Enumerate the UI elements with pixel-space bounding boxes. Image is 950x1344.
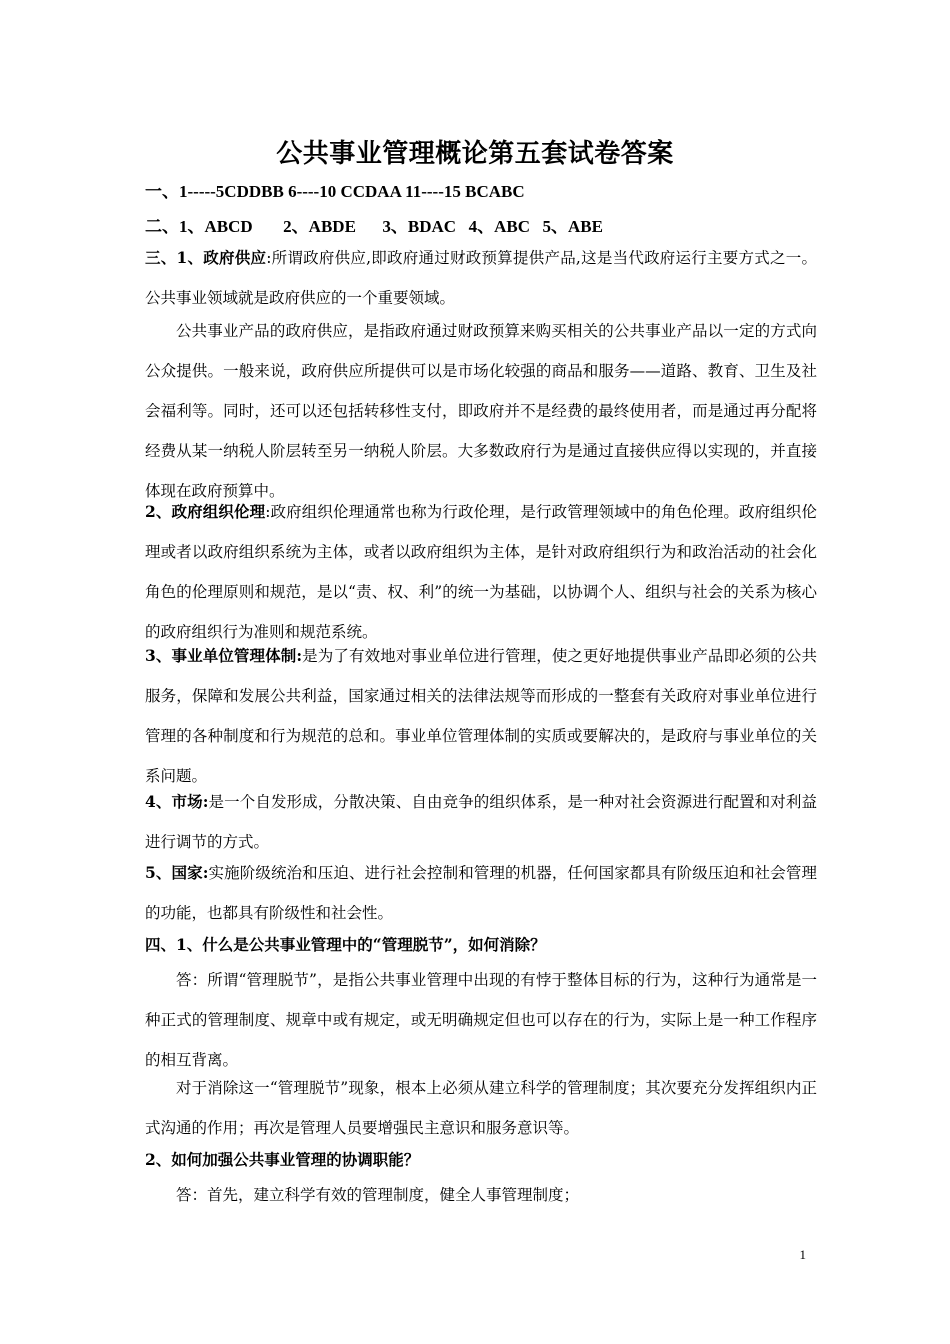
page-number: 1 (799, 1247, 806, 1262)
term-2-definition (145, 492, 817, 652)
term-4-text: 是一个自发形成，分散决策、自由竞争的组织体系，是一种对社会资源进行配置和对利益进行调节的方式。 (145, 793, 817, 851)
term-5-label: 5、国家: (145, 863, 209, 882)
term-5-definition (145, 853, 817, 933)
page-title: 公共事业管理概论第五套试卷答案 (276, 139, 674, 169)
section-2-item-5: 5、ABE (542, 217, 603, 236)
term-4-definition (145, 782, 817, 862)
term-1-definition (145, 238, 817, 318)
question-2: 2、如何加强公共事业管理的协调职能？ (145, 1150, 420, 1169)
section-2-answers (145, 212, 603, 237)
term-4-label: 4、市场: (145, 792, 209, 811)
term-1-label: 三、1、政府供应 (145, 248, 267, 267)
answer-1-paragraph-1: 答：所谓“管理脱节”，是指公共事业管理中出现的有悖于整体目标的行为，这种行为通常是一种正式的管理制度、规章中或有规定，或无明确规定但也可以存在的行为，实际上是一种工作程序的相互背离。 (145, 971, 817, 1069)
section-2-item-3: 3、BDAC (382, 217, 457, 236)
term-1-paragraph-2: 公共事业产品的政府供应，是指政府通过财政预算来购买相关的公共事业产品以一定的方式向公众提供。一般来说，政府供应所提供可以是市场化较强的商品和服务——道路、教育、卫生及社会福利等。同时，还可以还包括转移性支付，即政府并不是经费的最终使用者，而是通过再分配将经费从某一纳税人阶层转至另一纳税人阶层。大多数政府行为是通过直接供应得以实现的，并直接体现在政府预算中。 (145, 322, 817, 500)
answer-1-paragraph-2: 对于消除这一“管理脱节”现象，根本上必须从建立科学的管理制度；其次要充分发挥组织内正式沟通的作用；再次是管理人员要增强民主意识和服务意识等。 (145, 1079, 817, 1137)
section-2-item-4: 4、ABC (468, 217, 530, 236)
term-1-text: :所谓政府供应,即政府通过财政预算提供产品,这是当代政府运行主要方式之一。公共事业领域就是政府供应的一个重要领域。 (145, 249, 817, 307)
answer-2-paragraph-1: 答：首先，建立科学有效的管理制度，健全人事管理制度； (176, 1186, 580, 1204)
term-3-text: 是为了有效地对事业单位进行管理，使之更好地提供事业产品即必须的公共服务，保障和发展公共利益，国家通过相关的法律法规等而形成的一整套有关政府对事业单位进行管理的各种制度和行为规范的总和。事业单位管理体制的实质或要解决的，是政府与事业单位的关系问题。 (145, 647, 817, 785)
section-2-item-1: 二、1、ABCD (145, 217, 253, 236)
question-1: 四、1、什么是公共事业管理中的“管理脱节”，如何消除？ (145, 935, 546, 954)
term-3-definition (145, 636, 817, 796)
term-2-text: :政府组织伦理通常也称为行政伦理，是行政管理领域中的角色伦理。政府组织伦理或者以政府组织系统为主体，或者以政府组织为主体，是针对政府组织行为和政治活动的社会化角色的伦理原则和规范，是以“责、权、利”的统一为基础，以协调个人、组织与社会的关系为核心的政府组织行为准则和规范系统。 (145, 503, 817, 641)
section-1-answers: 一、1-----5CDDBB 6----10 CCDAA 11----15 BCABC (145, 182, 525, 201)
term-5-text: 实施阶级统治和压迫、进行社会控制和管理的机器，任何国家都具有阶级压迫和社会管理的功能，也都具有阶级性和社会性。 (145, 864, 817, 922)
section-2-item-2: 2、ABDE (283, 217, 356, 236)
term-3-label: 3、事业单位管理体制: (145, 646, 303, 665)
term-2-label: 2、政府组织伦理 (145, 502, 266, 521)
